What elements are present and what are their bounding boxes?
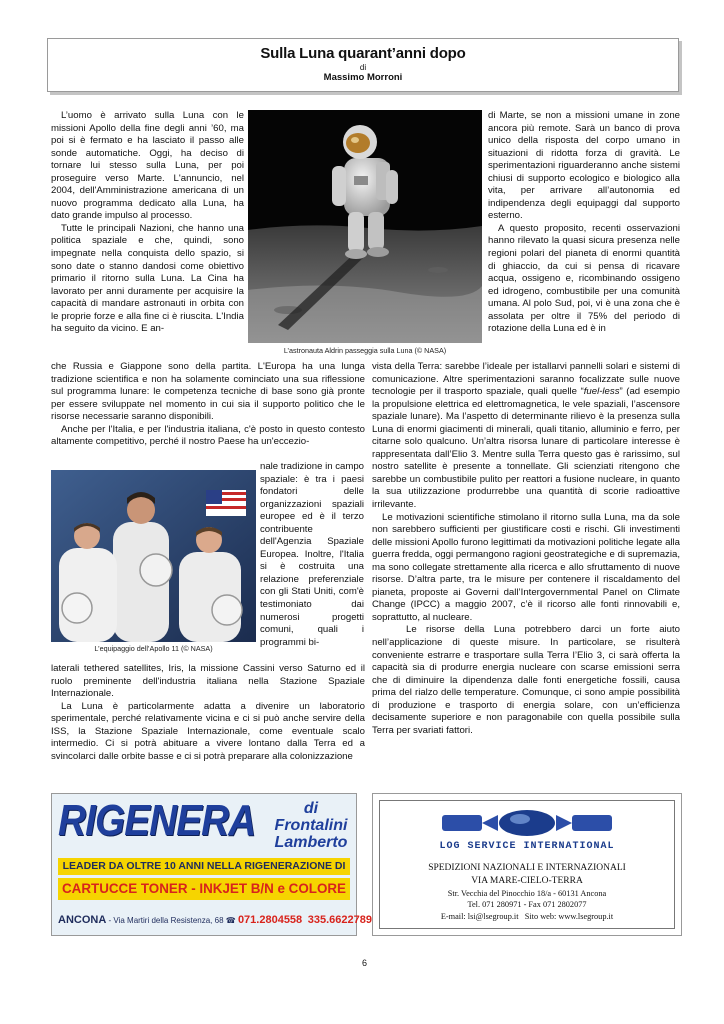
paragraph: Le risorse della Luna potrebbero darci un forte aiuto nell’applicazione di queste misure. In particolare, se risulterà conveniente estrarre e trasportare sulla Terra l’Elio 3, ci sarà offerta la capacità sia di produrre energia nucleare con scarse emissioni serra che di diminuire la dipendenza dalle fonti energetiche fossili, causa prima del rialzo delle temperature. Comunque, ci sono ampie possibilità di produzione e trasporto di energia solare, con un’efficienza decisamente superiore e non paragonabile con quella possibile sulla Terra per svariati fattori. [372,624,680,736]
moon-photo [248,110,482,343]
contact-city: ANCONA [58,914,107,926]
crew-photo [51,470,256,642]
crew-photo-caption: L’equipaggio dell’Apollo 11 (© NASA) [94,644,213,653]
log-service-line-1: SPEDIZIONI NAZIONALI E INTERNAZIONALI [428,863,626,873]
owner-line-1: di Frontalini [274,800,348,834]
log-service-line-5: E-mail: lsi@lsegroup.it Sito web: www.lsegroup.it [440,912,614,921]
column-left-bottom [51,663,365,763]
contact-address: - Via Martiri della Resistenza, 68 ☎ [106,916,238,925]
paragraph: nale tradizione in campo spaziale: è tra i paesi fondatori delle organizzazioni spaziali europee ed è il terzo contribuente dell'Agenzia Spaziale Europea. Inoltre, l'Italia si è costruita una relazione preferenziale con gli Stati Uniti, com'è testimoniato dai numerosi progetti comuni, quali i programmi bi- [260,461,364,648]
log-service-logo-text: LOG SERVICE INTERNATIONAL [439,841,615,852]
paragraph: Anche per l'Italia, e per l'industria italiana, c'è posto in questo contesto altamente competitivo, perché il nostro Paese ha un'eccezio- [51,423,365,448]
owner-line-2: Lamberto [274,834,348,851]
article-author: Massimo Morroni [323,72,403,83]
article-header [47,38,679,92]
text-run: vista della Terra: sarebbe l’ideale per istallarvi pannelli solari e sistemi di comunicazione. Altre sperimentazioni saranno focalizzate sulle nuove tecnologie per il trasporto spaziale, quali quelle “ [372,361,680,398]
rigenera-products: CARTUCCE TONER - INKJET B/N e COLORE [58,878,350,900]
text-run: ” (ad esempio la propulsione elettrica ed elettromagnetica, le vele spaziali, l’ascensore spaziale lunare). Ma l’aspetto di determinante rilievo è la presenza sulla Luna di enormi giacimenti di minerali, quali titanio, alluminio e ferro, per citarne solo qualcuno. Un’altra risorsa lunare di particolare interesse è rappresentata dall’Elio 3. Mentre sulla Terra questo gas è rarissimo, sul nostro satellite è presente a tonnellate. Gli scienziati ritengono che sarebbe un combustibile pulito per reattori a fusione nucleare, in quanto la sua utilizzazione produrrebbe una quantità di scorie radioattive irrilevante. [372,386,680,511]
column-right-bottom [372,361,680,737]
column-left-middle [51,361,365,449]
paragraph: laterali tethered satellites, Iris, la missione Cassini verso Saturno ed il ruolo preminente dell'industria italiana nella Stazione Spaziale Internazionale. [51,663,365,700]
ad-inner-frame [379,800,675,929]
paragraph: di Marte, se non a missioni umane in zone ancora più remote. Sarà un banco di prova unico della risposta del corpo umano in situazioni di ridotta forza di gravità. Le sperimentazioni riguarderanno anche sistemi chiusi di supporto ecologico e biologico alla vita, per arrivare all’autonomia ed indipendenza degli equipaggi dal supporto esterno. [488,110,680,222]
rigenera-tagline: LEADER DA OLTRE 10 ANNI NELLA RIGENERAZIONE DI [58,858,350,875]
column-left-top [51,110,244,336]
moon-photo-caption: L’astronauta Aldrin passeggia sulla Luna (© NASA) [283,346,447,355]
paragraph: Le motivazioni scientifiche stimolano il ritorno sulla Luna, ma da sole non sarebbero sufficienti per giustificare costi e rischi. Gli investimenti delle missioni Apollo furono legittimati da motivazioni politiche legate alla guerra fredda, oggi permangono ragioni geostrategiche e di supremazia, ma sono collegate strettamente alla ricerca e allo sfruttamento di nuove risorse. D’altra parte, tra le misure per contenere il riscaldamento del pianeta, proposte ai Governi dall’Intergovernmental Panel on Climate Change (IPCC) a maggio 2007, c’è il ricorso alle fonti rinnovabili e, soprattutto, al nucleare. [372,511,680,623]
paragraph: che Russia e Giappone sono della partita. L'Europa ha una lunga tradizione scientifica e non ha solamente cominciato una sua riflessione sul programma lunare: le competenza tecniche di base sono già pronte per essere sviluppate nel momento in cui sia il supporto politico che le risorse necessarie saranno disponibili. [51,361,365,423]
rigenera-owner [267,800,355,851]
fuel-less-term: fuel-less [583,386,620,398]
log-service-line-4: Tel. 071 280971 - Fax 071 2802077 [467,900,587,909]
paragraph: L’uomo è arrivato sulla Luna con le missioni Apollo della fine degli anni ’60, ma poi si è fermato e ha lasciato il passo alle sonde automatiche. Oggi, ha deciso di tornare lui stesso sulla Luna, per poi proseguire verso Marte. L'annuncio, nel 2004, dell'Amministrazione americana di un nuovo programma dedicato alla Luna, ha dato grande impulso al processo. [51,110,244,222]
byline-di: di [359,63,367,72]
contact-phone-2: 335.6622789 [307,914,372,926]
contact-phone-1: 071.2804558 [237,914,303,926]
paragraph [372,361,680,512]
column-right-top [488,110,680,336]
paragraph: A questo proposito, recenti osservazioni hanno rilevato la quasi sicura presenza nelle regioni polari del pianeta di enormi quantità di ghiaccio, da cui si pensa di ricavare acqua, ossigeno e, ricombinando ossigeno ed idrogeno, combustibile per una comunità umana. Al polo Sud, poi, vi è una zona che è assolata per oltre il 75% del periodo di rotazione della Luna ed è in [488,222,680,335]
log-service-line-2: VIA MARE-CIELO-TERRA [471,876,583,886]
log-service-logo-icon [432,809,622,837]
page-number: 6 [362,958,368,968]
log-service-line-3: Str. Vecchia del Pinocchio 18/a - 60131 Ancona [447,889,607,898]
rigenera-contact [58,914,372,926]
rigenera-brand: RIGENERA [58,796,256,845]
column-left-narrow [260,461,364,649]
paragraph: Tutte le principali Nazioni, che hanno una politica spaziale e che, quindi, sono impegnate nella conquista dello spazio, si sono date o stanno dandosi come obiettivo primario il ritorno sulla Luna. La Cina ha lavorato per anni duramente per acquisire la capacità di mandare astronauti in orbita con le proprie forze e alla fine ci è riuscita. L'India ha seguito da vicino. E an- [51,222,244,335]
log-service-ad [372,793,682,936]
article-title: Sulla Luna quarant’anni dopo [260,45,466,62]
paragraph: La Luna è particolarmente adatta a divenire un laboratorio sperimentale, perché relativamente vicina e ci si può anche servire della ISS, la Stazione Spaziale Internazionale, come eventuale scalo intermedio. Ci si potrà abituare a vivere lontano dalla Terra ed a svincolarci dalle orbite basse e ci si potrà preparare alla colonizzazione [51,700,365,762]
rigenera-ad [51,793,372,936]
